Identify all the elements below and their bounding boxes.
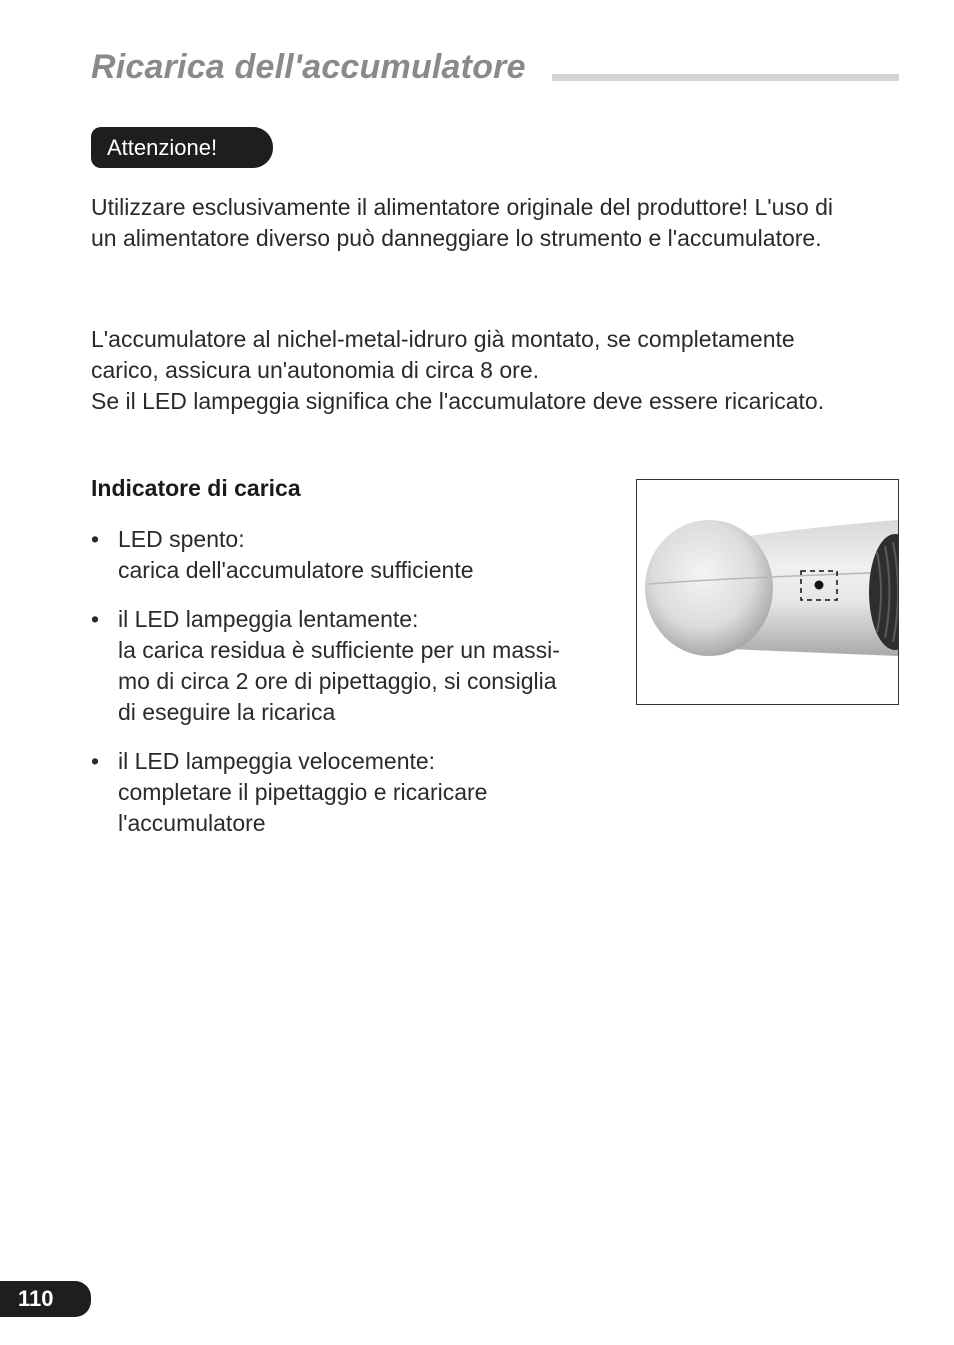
list-item-line: mo di circa 2 ore di pipettaggio, si consiglia bbox=[118, 668, 557, 694]
pipette-led-illustration bbox=[637, 480, 898, 704]
page-number: 110 bbox=[0, 1281, 91, 1317]
list-item-line: completare il pipettaggio e ricaricare bbox=[118, 779, 488, 805]
section-heading: Indicatore di carica bbox=[91, 475, 301, 501]
warning-line: un alimentatore diverso può danneggiare lo strumento e l'accumulatore. bbox=[91, 225, 822, 251]
info-text bbox=[91, 324, 824, 417]
bullet-icon: • bbox=[91, 526, 100, 552]
led-icon bbox=[815, 581, 824, 590]
list-item-line: la carica residua è sufficiente per un massi- bbox=[118, 637, 560, 663]
list-item-line: LED spento: bbox=[118, 526, 245, 552]
list-item bbox=[91, 524, 611, 586]
bullet-icon: • bbox=[91, 748, 100, 774]
warning-line: Utilizzare esclusivamente il alimentatore originale del produttore! L'uso di bbox=[91, 194, 834, 220]
info-line: L'accumulatore al nichel-metal-idruro già montato, se completamente bbox=[91, 326, 795, 352]
list-item-line: l'accumulatore bbox=[118, 810, 266, 836]
list-item-line: il LED lampeggia velocemente: bbox=[118, 748, 436, 774]
warning-text bbox=[91, 192, 833, 254]
info-line: Se il LED lampeggia significa che l'accumulatore deve essere ricaricato. bbox=[91, 388, 825, 414]
bullet-icon: • bbox=[91, 606, 100, 632]
info-line: carico, assicura un'autonomia di circa 8 ore. bbox=[91, 357, 539, 383]
list-item-line: di eseguire la ricarica bbox=[118, 699, 336, 725]
list-item bbox=[91, 746, 611, 839]
list-item bbox=[91, 604, 611, 728]
title-rule bbox=[552, 74, 899, 81]
page-title: Ricarica dell'accumulatore bbox=[91, 48, 526, 86]
device-photo bbox=[636, 479, 899, 705]
indicator-list bbox=[91, 524, 611, 857]
list-item-line: carica dell'accumulatore sufficiente bbox=[118, 557, 474, 583]
list-item-line: il LED lampeggia lentamente: bbox=[118, 606, 419, 632]
pipette-knob bbox=[645, 520, 773, 656]
warning-badge: Attenzione! bbox=[91, 127, 273, 168]
